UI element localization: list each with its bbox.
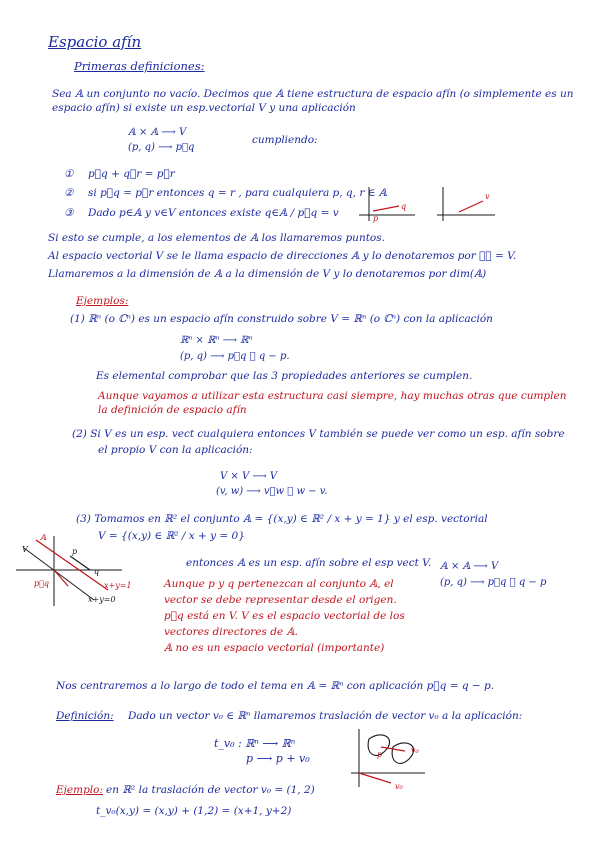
axiom-2-text: si p⃗q = p⃗r entonces q = r , para cualquiera p, q, r ∈ 𝔸 bbox=[88, 187, 387, 199]
fig1-v-label: v bbox=[485, 192, 490, 201]
v0-origin-arrow bbox=[359, 773, 391, 783]
fig3-q-label: q bbox=[94, 567, 100, 576]
ex2-line-2: el propio V con la aplicación: bbox=[98, 444, 253, 456]
axes-icon bbox=[359, 187, 495, 221]
fig1-q-label: q bbox=[401, 202, 407, 211]
ex1-red-1: Aunque vayamos a utilizar esta estructura casi siempre, hay muchas otras que cumplen bbox=[98, 390, 567, 402]
definicion-label: Definición: bbox=[56, 710, 114, 722]
fig3-V-label: V bbox=[22, 545, 28, 554]
axiom-3-num: ③ bbox=[64, 207, 74, 219]
axiom-2-num: ② bbox=[64, 187, 74, 199]
map-line-1: 𝔸 × 𝔸 ⟶ V bbox=[128, 127, 187, 138]
fig4-p-label: p bbox=[377, 750, 383, 759]
fig3-l1-label: x+y=1 bbox=[104, 581, 132, 590]
fig4-v0-label-a: v₀ bbox=[411, 746, 419, 755]
ex3-line-3: entonces 𝔸 es un esp. afín sobre el esp vect V. bbox=[186, 557, 432, 569]
ex3-map-2: (p, q) ⟶ p⃗q ≝ q − p bbox=[440, 577, 547, 588]
ex2-map-2: (v, w) ⟶ v⃗w ≝ w − v. bbox=[216, 486, 328, 497]
vector-p-to-q-arrow bbox=[70, 556, 90, 570]
ex3-red-3: p⃗q está en V. V es el espacio vectorial de los bbox=[164, 610, 405, 622]
ex3-map-1: 𝔸 × 𝔸 ⟶ V bbox=[440, 561, 499, 572]
vector-v-arrow bbox=[459, 201, 483, 212]
ex1-line: (1) ℝⁿ (o ℂⁿ) es un espacio afín construido sobre V = ℝⁿ (o ℂⁿ) con la aplicación bbox=[70, 313, 493, 325]
intro-line-2: espacio afín) si existe un esp.vectorial V y una aplicación bbox=[52, 102, 356, 114]
translation-sketch bbox=[345, 725, 445, 791]
intro-line-1: Sea 𝔸 un conjunto no vacío. Decimos que 𝔸 tiene estructura de espacio afín (o simplemente es un bbox=[52, 88, 574, 100]
cumpliendo-label: cumpliendo: bbox=[252, 134, 318, 146]
vector-pq-arrow bbox=[54, 570, 68, 586]
ex3-line-2: V = {(x,y) ∈ ℝ² / x + y = 0} bbox=[98, 530, 245, 542]
fig3-A-label: 𝔸 bbox=[40, 533, 47, 542]
axiom-1-text: p⃗q + q⃗r = p⃗r bbox=[88, 168, 175, 180]
ex3-line-1: (3) Tomamos en ℝ² el conjunto 𝔸 = {(x,y) ∈ ℝ² / x + y = 1} y el esp. vectorial bbox=[76, 513, 488, 525]
definicion-text: Dado un vector v₀ ∈ ℝⁿ llamaremos traslación de vector v₀ a la aplicación: bbox=[128, 710, 523, 722]
ex1-red-2: la definición de espacio afín bbox=[98, 404, 247, 416]
ex2-line-1: (2) Si V es un esp. vect cualquiera entonces V también se puede ver como un esp. afín sobre bbox=[72, 428, 565, 440]
axiom-sketch bbox=[355, 185, 500, 225]
points-line-3: Llamaremos a la dimensión de 𝔸 a la dimensión de V y lo denotaremos por dim(𝔸) bbox=[48, 268, 487, 280]
definicion-map-1: t_v₀ : ℝⁿ ⟶ ℝⁿ bbox=[214, 737, 296, 750]
ex2-map-1: V × V ⟶ V bbox=[220, 471, 278, 482]
ex3-red-4: vectores directores de 𝔸. bbox=[164, 626, 298, 638]
map-line-2: (p, q) ⟶ p⃗q bbox=[128, 142, 195, 153]
fig3-p-label: p bbox=[72, 547, 78, 556]
ejemplo-formula: t_v₀(x,y) = (x,y) + (1,2) = (x+1, y+2) bbox=[96, 805, 292, 817]
vector-pq-arrow bbox=[373, 206, 399, 211]
points-line-2: Al espacio vectorial V se le llama espacio de direcciones 𝔸 y lo denotaremos por 𝔸⃗ = V. bbox=[48, 250, 517, 262]
axiom-1-num: ① bbox=[64, 168, 74, 180]
centrar-line: Nos centraremos a lo largo de todo el tema en 𝔸 = ℝⁿ con aplicación p⃗q = q − p. bbox=[56, 680, 495, 692]
fig3-pq-label: p⃗q bbox=[34, 579, 50, 588]
fig3-l2-label: x+y=0 bbox=[88, 595, 116, 604]
affine-line-sketch bbox=[12, 530, 152, 610]
ex3-red-2: vector se debe representar desde el origen. bbox=[164, 594, 397, 606]
page-title: Espacio afín bbox=[48, 33, 142, 51]
section-subtitle: Primeras definiciones: bbox=[74, 59, 205, 73]
fig4-v0-label-b: v₀ bbox=[395, 782, 403, 791]
ex3-red-5: 𝔸 no es un espacio vectorial (importante) bbox=[164, 642, 385, 654]
fig1-p-label: p bbox=[373, 214, 379, 223]
points-line-1: Si esto se cumple, a los elementos de 𝔸 los llamaremos puntos. bbox=[48, 232, 385, 244]
ex1-note: Es elemental comprobar que las 3 propiedades anteriores se cumplen. bbox=[96, 370, 473, 382]
ejemplo-label: Ejemplo: bbox=[56, 784, 104, 796]
ex1-map-1: ℝⁿ × ℝⁿ ⟶ ℝⁿ bbox=[180, 335, 253, 346]
ejemplo-text: en ℝ² la traslación de vector v₀ = (1, 2) bbox=[106, 784, 315, 796]
definicion-map-2: p ⟶ p + v₀ bbox=[246, 752, 310, 765]
ejemplos-heading: Ejemplos: bbox=[76, 295, 129, 307]
ex1-map-2: (p, q) ⟶ p⃗q ≝ q − p. bbox=[180, 351, 290, 362]
ex3-red-1: Aunque p y q pertenezcan al conjunto 𝔸, el bbox=[164, 578, 394, 590]
axiom-3-text: Dado p∈𝔸 y v∈V entonces existe q∈𝔸 / p⃗q = v bbox=[88, 207, 339, 219]
